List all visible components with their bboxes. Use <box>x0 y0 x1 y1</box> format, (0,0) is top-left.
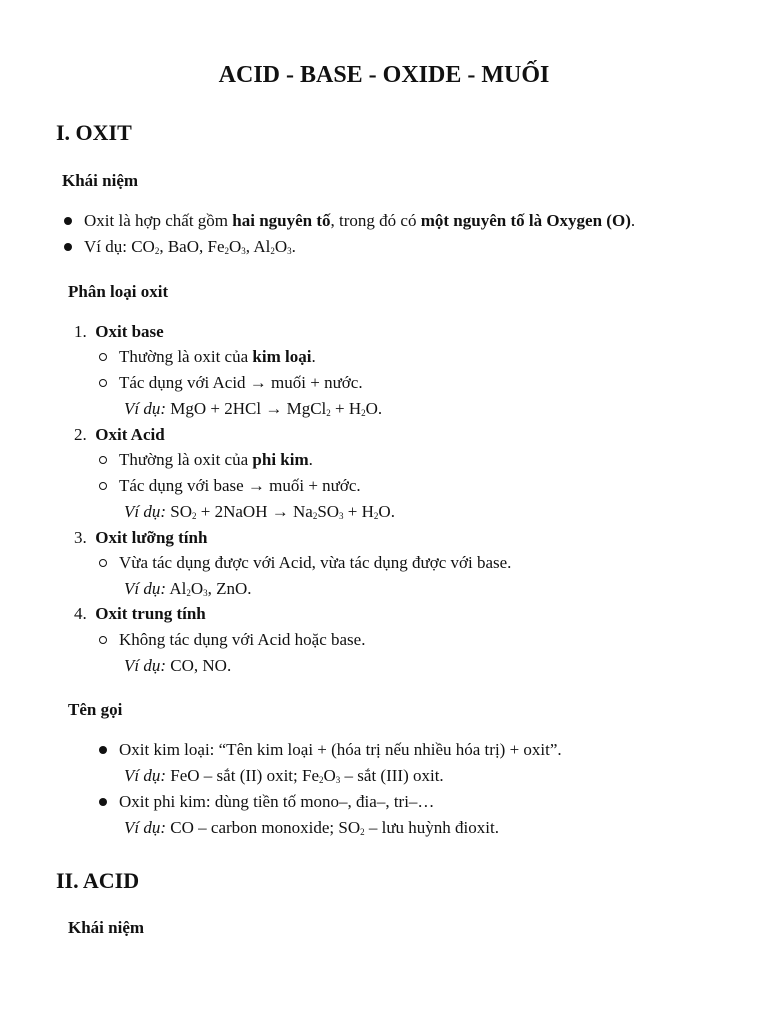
circle-bullet-icon <box>99 456 107 464</box>
list-item: Thường là oxit của phi kim. <box>119 450 313 469</box>
list-item-oxit-base: 1. Oxit base <box>74 322 164 341</box>
list-item-oxit-luong-tinh: 3. Oxit lưỡng tính <box>74 528 208 547</box>
subheading-phan-loai: Phân loại oxit <box>68 282 169 301</box>
section-heading-oxit: I. OXIT <box>56 120 132 145</box>
circle-bullet-icon <box>99 559 107 567</box>
bullet-icon <box>99 746 107 754</box>
list-item: Thường là oxit của kim loại. <box>119 347 316 366</box>
section-heading-acid: II. ACID <box>56 868 140 893</box>
definition-line: Oxit là hợp chất gồm hai nguyên tố, trong đó có một nguyên tố là Oxygen (O). <box>84 211 636 230</box>
bullet-icon <box>64 217 72 225</box>
page-title: ACID - BASE - OXIDE - MUỐI <box>218 62 550 88</box>
list-item-oxit-trung-tinh: 4. Oxit trung tính <box>74 604 206 623</box>
list-item: Tác dụng với base → muối + nước. <box>119 476 361 495</box>
subheading-khai-niem: Khái niệm <box>62 171 139 190</box>
circle-bullet-icon <box>99 482 107 490</box>
bullet-icon <box>64 243 72 251</box>
list-item: Tác dụng với Acid → muối + nước. <box>119 373 363 392</box>
example-line: Ví dụ: CO – carbon monoxide; $SO_2$ – lưu huỳnh đioxit. <box>124 818 499 837</box>
subheading-ten-goi: Tên gọi <box>68 700 123 719</box>
example-line: Ví dụ: $CO_2$, BaO, $Fe_2O_3$, $Al_2O_3$. <box>84 237 296 256</box>
bullet-icon <box>99 798 107 806</box>
list-item: Vừa tác dụng được với Acid, vừa tác dụng được với base. <box>119 553 512 572</box>
list-item: Oxit kim loại: “Tên kim loại + (hóa trị nếu nhiều hóa trị) + oxit”. <box>119 740 562 759</box>
circle-bullet-icon <box>99 379 107 387</box>
circle-bullet-icon <box>99 636 107 644</box>
example-line: Ví dụ: FeO – sắt (II) oxit; $Fe_2O_3$ – sắt (III) oxit. <box>124 766 444 785</box>
list-item-oxit-acid: 2. Oxit Acid <box>74 425 165 444</box>
list-item: Không tác dụng với Acid hoặc base. <box>119 630 366 649</box>
example-line: Ví dụ: CO, NO. <box>124 656 232 675</box>
list-item: Oxit phi kim: dùng tiền tố mono–, đia–, tri–… <box>119 792 435 811</box>
subheading-khai-niem: Khái niệm <box>68 918 145 937</box>
circle-bullet-icon <box>99 353 107 361</box>
example-line: Ví dụ: $Al_2O_3$, ZnO. <box>124 579 252 598</box>
example-line: Ví dụ: $SO_2$ + 2NaOH → $Na_2SO_3 + H_2O$. <box>124 502 395 521</box>
example-line: Ví dụ: MgO + 2HCl → MgCl$_2$ + $H_2O$. <box>124 399 383 418</box>
